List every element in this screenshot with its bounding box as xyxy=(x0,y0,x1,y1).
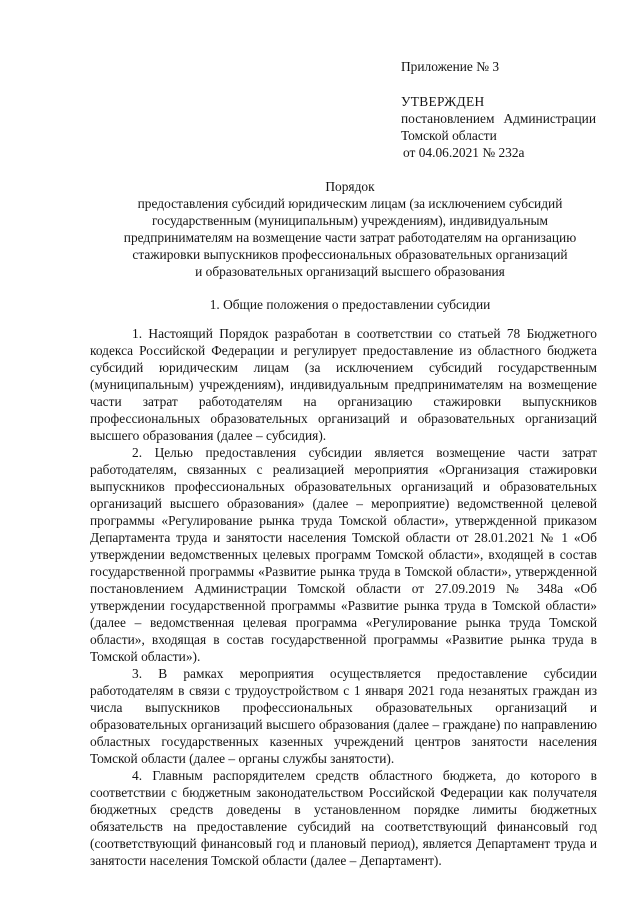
title-line: стажировки выпускников профессиональных образовательных организаций xyxy=(132,247,568,262)
title-line: и образовательных организаций высшего образования xyxy=(195,264,505,279)
paragraph-3: 3. В рамках мероприятия осуществляется предоставление субсидии работодателям в связи с трудоустройством с 1 января 2021 года незанятых граждан из числа выпускников профессиональных образовательных организаций и образовательных организаций высшего образования (далее – граждане) по направлению областных государственных казенных учреждений центров занятости населения Томской области (далее – органы службы занятости). xyxy=(90,666,597,766)
document-title xyxy=(90,178,610,280)
appendix-number: Приложение № 3 xyxy=(401,59,500,74)
region-name: Томской области xyxy=(401,128,497,143)
resolution-line xyxy=(401,110,596,127)
resolution-date: от 04.06.2021 № 232а xyxy=(403,145,525,160)
resolution-word: постановлением xyxy=(401,111,495,126)
approval-stamp xyxy=(401,58,601,161)
title-heading: Порядок xyxy=(325,179,375,194)
paragraph-1: 1. Настоящий Порядок разработан в соответствии со статьей 78 Бюджетного кодекса Российской Федерации и регулирует предоставление из областного бюджета субсидий юридическим лицам (за исключением субсидий государственным (муниципальным) учреждениям), индивидуальным предпринимателям на возмещение части затрат работодателям на организацию стажировки выпускников профессиональных образовательных организаций и образовательных организаций высшего образования (далее – субсидия). xyxy=(90,326,597,443)
administration-word: Администрации xyxy=(503,111,596,126)
paragraph-2: 2. Целью предоставления субсидии является возмещение части затрат работодателям, связанных с реализацией мероприятия «Организация стажировки выпускников профессиональных образовательных организаций и образовательных организаций высшего образования» (далее – мероприятие) ведомственной целевой программы «Регулирование рынка труда Томской области», утвержденной приказом Департамента труда и занятости населения Томской области от 28.01.2021 № 1 «Об утверждении ведомственных целевых программ Томской области», входящей в состав государственной программы «Развитие рынка труда в Томской области», утвержденной постановлением Администрации Томской области от 27.09.2019 № 348а «Об утверждении государственной программы «Развитие рынка труда в Томской области» (далее – ведомственная целевая программа «Регулирование рынка труда Томской области», входящая в состав государственной программы «Развитие рынка труда в Томской области»). xyxy=(90,445,597,664)
document-body xyxy=(90,325,597,869)
title-line: предпринимателям на возмещение части затрат работодателям на организацию xyxy=(123,230,577,245)
approved-label: УТВЕРЖДЕН xyxy=(401,94,485,109)
paragraph-4: 4. Главным распорядителем средств областного бюджета, до которого в соответствии с бюджетным законодательством Российской Федерации как получателя бюджетных средств доведены в установленном порядке лимиты бюджетных обязательств на предоставление субсидий на соответствующий финансовый год (соответствующий финансовый год и плановый период), является Департамент труда и занятости населения Томской области (далее – Департамент). xyxy=(90,768,597,868)
title-line: государственным (муниципальным) учреждениям), индивидуальным xyxy=(152,213,548,228)
section-heading: 1. Общие положения о предоставлении субсидии xyxy=(209,297,491,312)
title-line: предоставления субсидий юридическим лицам (за исключением субсидий xyxy=(137,196,563,211)
